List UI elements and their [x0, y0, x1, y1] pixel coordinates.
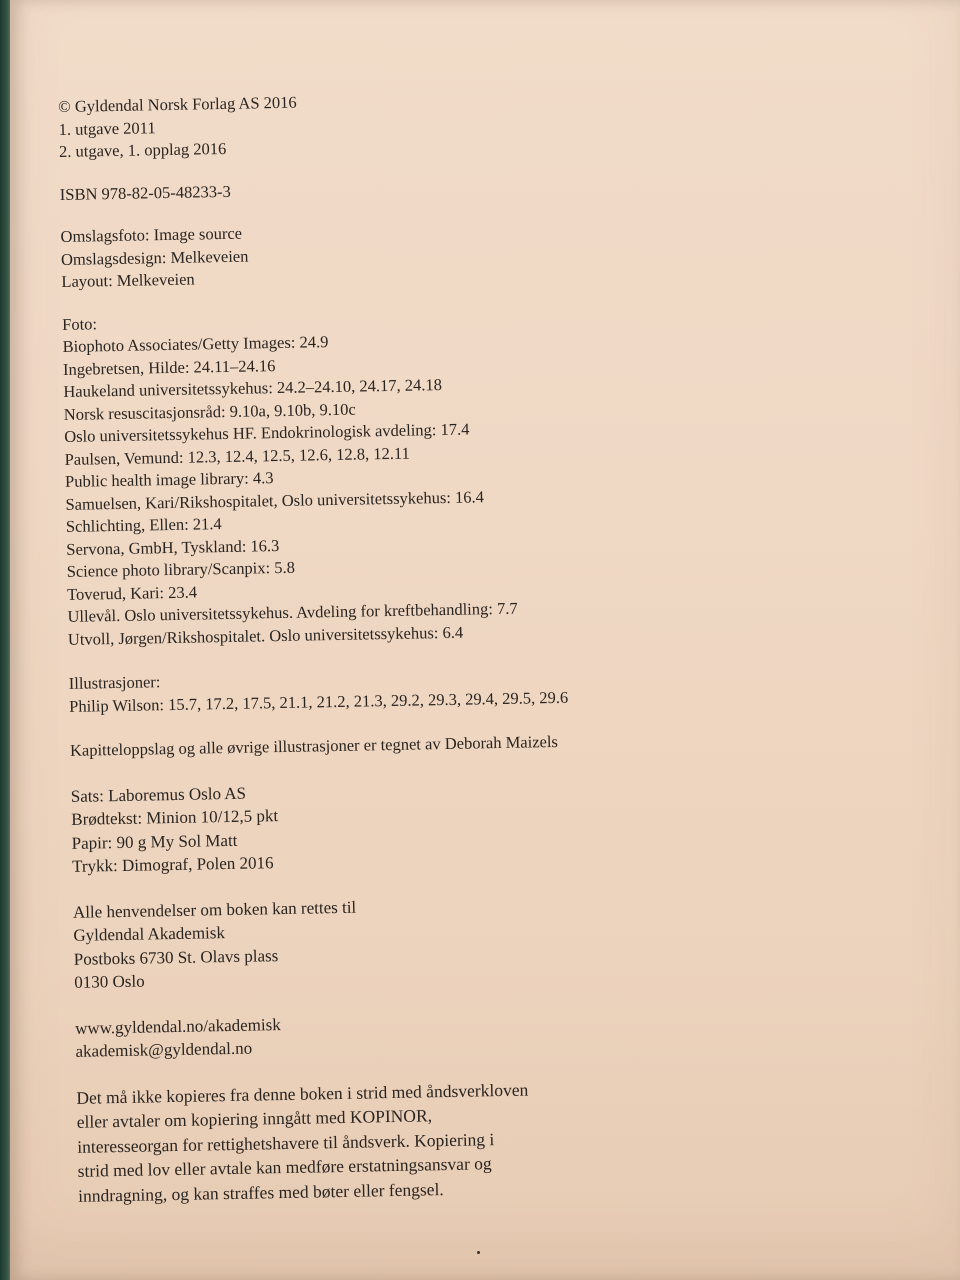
copyright-page [10, 0, 960, 1280]
legal-line: strid med lov eller avtale kan medføre erstatningsansvar og [77, 1153, 492, 1181]
illustrations-note: Kapitteloppslag og alle øvrige illustrasjoner er tegnet av Deborah Maizels [69, 731, 559, 760]
second-edition: 2. utgave, 1. opplag 2016 [58, 138, 227, 161]
photo-credit-item: Ingebretsen, Hilde: 24.11–24.16 [62, 355, 276, 379]
cover-design-credit: Omslagsdesign: Melkeveien [60, 246, 249, 269]
typesetting-credit: Sats: Laboremus Oslo AS [70, 783, 247, 806]
publisher-name: Gyldendal Akademisk [73, 923, 226, 945]
photo-credit-item: Oslo universitetssykehus HF. Endokrinologisk avdeling: 17.4 [64, 419, 470, 446]
production-info [71, 773, 693, 878]
first-edition: 1. utgave 2011 [58, 117, 156, 139]
contact-intro: Alle henvendelser om boken kan rettes til [72, 897, 357, 922]
print-info: Trykk: Dimograf, Polen 2016 [71, 853, 274, 876]
photo-credit-item: Samuelsen, Kari/Rikshospitalet, Oslo universitetssykehus: 16.4 [65, 486, 485, 514]
publication-info [58, 85, 679, 164]
photo-credits [62, 302, 688, 651]
legal-line: interesseorgan for rettighetshavere til åndsverk. Kopiering i [77, 1128, 495, 1157]
photo-credit-item: Servona, GmbH, Tyskland: 16.3 [66, 535, 280, 559]
ink-speck [477, 1251, 480, 1254]
photo-credit-item: Norsk resuscitasjonsråd: 9.10a, 9.10b, 9.10c [63, 399, 356, 424]
paper-info: Papir: 90 g My Sol Matt [71, 830, 238, 853]
photo-credit-item: Public health image library: 4.3 [64, 468, 274, 491]
illustrations-credit: Philip Wilson: 15.7, 17.2, 17.5, 21.1, 21.2, 21.3, 29.2, 29.3, 29.4, 29.5, 29.6 [69, 687, 569, 716]
photo-credit-item: Haukeland universitetssykehus: 24.2–24.10, 24.17, 24.18 [63, 375, 443, 401]
photo-credit-item: Toverud, Kari: 23.4 [66, 582, 198, 604]
legal-line: eller avtaler om kopiering inngått med KOPINOR, [76, 1105, 433, 1132]
legal-line: inndragning, og kan straffes med bøter eller fengsel. [77, 1178, 444, 1206]
cover-credits [60, 215, 681, 294]
photo-credit-item: Biophoto Associates/Getty Images: 24.9 [62, 332, 329, 356]
copyright-line: © Gyldendal Norsk Forlag AS 2016 [58, 92, 297, 116]
body-text-font: Brødtekst: Minion 10/12,5 pkt [71, 806, 279, 829]
photo-credit-item: Ullevål. Oslo universitetssykehus. Avdeling for kreftbehandling: 7.7 [67, 598, 518, 626]
email-address: akademisk@gyldendal.no [75, 1038, 253, 1061]
page-text [58, 85, 698, 1208]
illustrations-heading: Illustrasjoner: [68, 672, 161, 693]
photo-credits-heading: Foto: [62, 313, 98, 334]
photo-credit-item: Science photo library/Scanpix: 5.8 [66, 557, 296, 581]
contact-info [73, 889, 695, 994]
photo-credit-item: Schlichting, Ellen: 21.4 [65, 514, 222, 536]
legal-notice [76, 1074, 698, 1208]
website: www.gyldendal.no/akademisk [74, 1014, 281, 1038]
isbn: ISBN 978-82-05-48233-3 [59, 181, 231, 204]
photo-credit-item: Paulsen, Vemund: 12.3, 12.4, 12.5, 12.6, 12.8, 12.11 [64, 443, 410, 469]
postcode-city: 0130 Oslo [74, 971, 145, 992]
layout-credit: Layout: Melkeveien [61, 269, 195, 291]
cover-photo-credit: Omslagsfoto: Image source [60, 223, 243, 246]
postal-address: Postboks 6730 St. Olavs plass [73, 945, 279, 969]
legal-line: Det må ikke kopieres fra denne boken i strid med åndsverkloven [76, 1079, 529, 1108]
photo-credit-item: Utvoll, Jørgen/Rikshospitalet. Oslo universitetssykehus: 6.4 [67, 622, 464, 649]
